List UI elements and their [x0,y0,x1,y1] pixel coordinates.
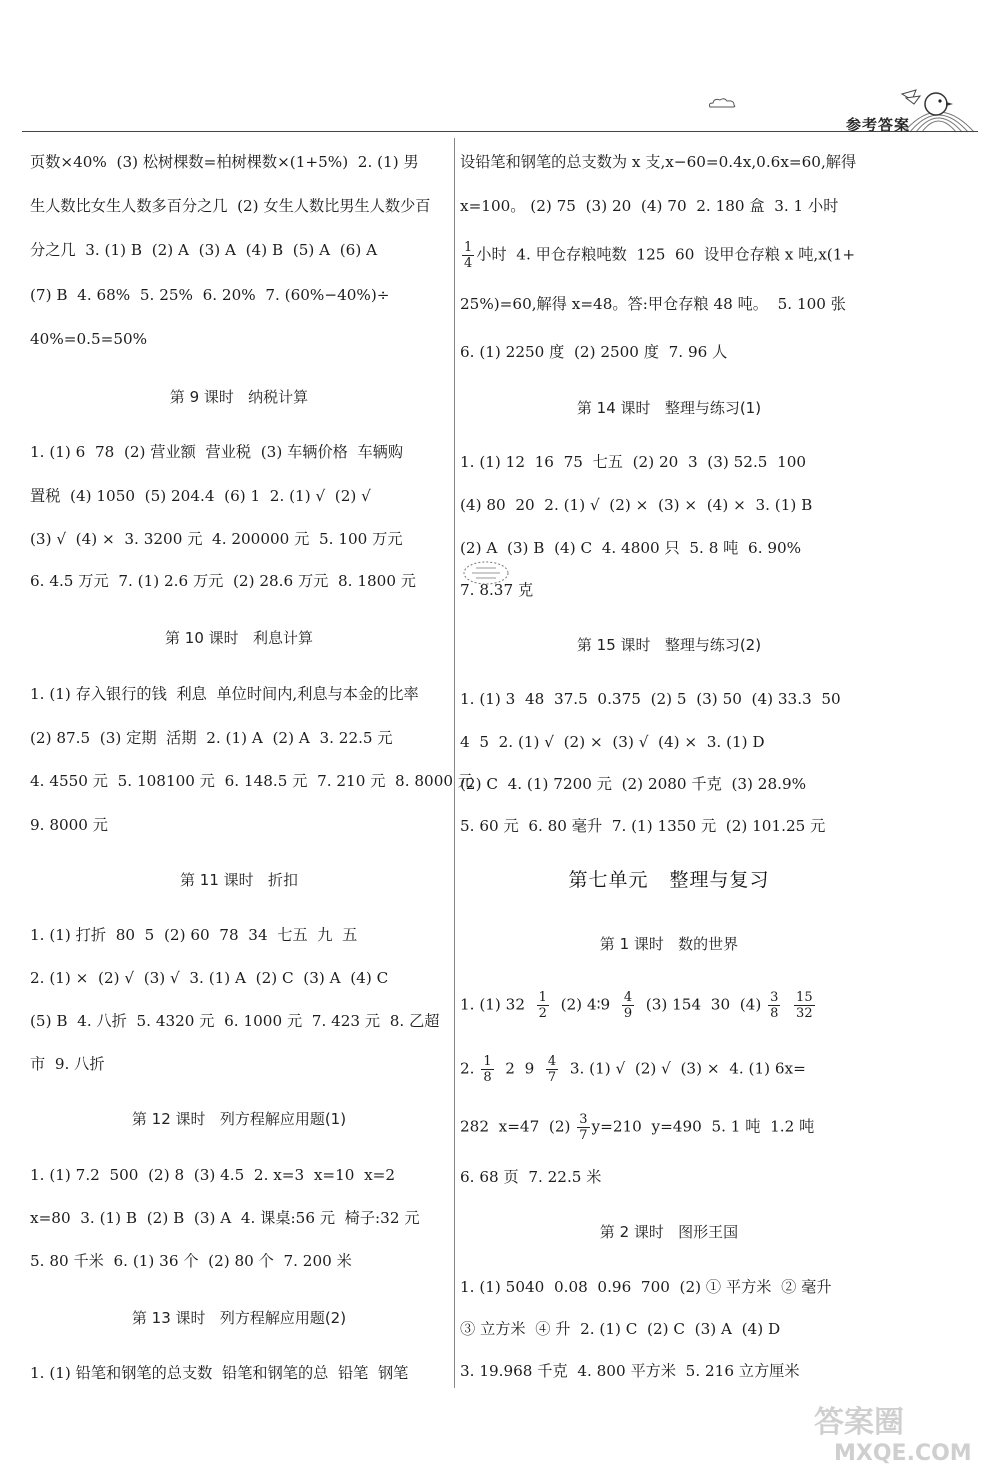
answer-line: 2. $\frac{1}{8}$ 2 9 $\frac{4}{7}$ 3. (1) √ (2) √ (3) × 4. (1) 6x= [460,1054,806,1085]
answer-line: 282 x=47 (2) $\frac{3}{7}$ y=210 y=490 5. 1 吨 1.2 吨 [460,1112,815,1143]
lesson-heading: 第 12 课时 列方程解应用题(1) [131,1110,347,1128]
answer-line: 3. 19.968 千克 4. 800 平方米 5. 216 立方厘米 [460,1362,800,1380]
svg-text:MXQE.COM: MXQE.COM [834,1441,972,1465]
answer-line: 5. 60 元 6. 80 毫升 7. (1) 1350 元 (2) 101.25 元 [460,817,826,835]
page-header [22,0,978,136]
answer-line: 1. (1) 5040 0.08 0.96 700 (2) ① 平方米 ② 毫升 [460,1278,832,1296]
answer-line: 1. (1) 7.2 500 (2) 8 (3) 4.5 2. x=3 x=10 x=2 [30,1166,396,1184]
fraction: $\frac{15}{32}$ [796,990,813,1021]
answer-line: ③ 立方米 ④ 升 2. (1) C (2) C (3) A (4) D [460,1320,781,1338]
answer-line: x=100。 (2) 75 (3) 20 (4) 70 2. 180 盒 3. 1 小时 [460,197,839,215]
answer-line: 生人数比女生人数多百分之几 (2) 女生人数比男生人数少百 [30,197,431,215]
unit-heading: 第七单元 整理与复习 [568,869,770,891]
stamp-icon [462,560,510,586]
header-title: 参考答案 [845,116,910,134]
answer-line: 6. 4.5 万元 7. (1) 2.6 万元 (2) 28.6 万元 8. 1800 元 [30,572,416,590]
answer-line: 7. 8.37 克 [460,581,534,599]
lesson-heading: 第 1 课时 数的世界 [599,935,739,953]
answer-line: 置税 (4) 1050 (5) 204.4 (6) 1 2. (1) √ (2) √ [30,487,371,505]
fraction: $\frac{1}{4}$ [464,240,473,271]
lesson-heading: 第 11 课时 折扣 [180,871,298,889]
answer-line: (5) B 4. 八折 5. 4320 元 6. 1000 元 7. 423 元 8. 乙超 [30,1012,440,1030]
lesson-heading: 第 14 课时 整理与练习(1) [576,399,762,417]
fraction: $\frac{1}{8}$ [483,1054,492,1085]
fraction: $\frac{4}{7}$ [547,1054,557,1085]
answer-line: 分之几 3. (1) B (2) A (3) A (4) B (5) A (6) A [30,241,378,259]
lesson-heading: 第 2 课时 图形王国 [599,1223,739,1241]
answer-line: (2) 87.5 (3) 定期 活期 2. (1) A (2) A 3. 22.5 元 [30,729,393,747]
column-divider [454,138,455,1388]
answer-line: (2) A (3) B (4) C 4. 4800 只 5. 8 吨 6. 90% [460,539,802,557]
answer-line: $\frac{1}{4}$ 小时 4. 甲仓存粮吨数 125 60 设甲仓存粮 x 吨,x(1+ [464,240,856,271]
fraction: $\frac{1}{2}$ [538,990,547,1021]
fraction: $\frac{4}{9}$ [623,990,633,1021]
answer-line: 1. (1) 存入银行的钱 利息 单位时间内,利息与本金的比率 [30,685,419,703]
answer-line: 1. (1) 32 $\frac{1}{2}$ (2) 4∶9 $\frac{4}{9}$ (3) 154 30 (4) $\frac{3}{8}$ $\frac{15}{32}$ [460,990,813,1021]
answer-line: (4) 80 20 2. (1) √ (2) × (3) × (4) × 3. (1) B [460,496,813,514]
answer-line: x=80 3. (1) B (2) B (3) A 4. 课桌:56 元 椅子:32 元 [30,1209,420,1227]
answer-line: 40%=0.5=50% [30,330,148,348]
answer-line: 6. (1) 2250 度 (2) 2500 度 7. 96 人 [460,343,728,361]
answer-line: 4 5 2. (1) √ (2) × (3) √ (4) × 3. (1) D [460,733,765,751]
answer-line: 25%)=60,解得 x=48。答:甲仓存粮 48 吨。 5. 100 张 [460,295,846,313]
answer-line: 4. 4550 元 5. 108100 元 6. 148.5 元 7. 210 元 8. 8000 元 [30,772,474,790]
answer-line: 1. (1) 3 48 37.5 0.375 (2) 5 (3) 50 (4) 33.3 50 [460,690,841,708]
fraction: $\frac{3}{7}$ [579,1112,588,1143]
lesson-heading: 第 9 课时 纳税计算 [169,388,309,406]
lesson-heading: 第 10 课时 利息计算 [165,629,313,647]
answer-line: 1. (1) 打折 80 5 (2) 60 78 34 七五 九 五 [30,926,358,944]
answer-line: 1. (1) 铅笔和钢笔的总支数 铅笔和钢笔的总 铅笔 钢笔 [30,1364,409,1382]
fraction: $\frac{3}{8}$ [770,990,779,1021]
answer-line: 9. 8000 元 [30,816,108,834]
answer-line: 1. (1) 12 16 75 七五 (2) 20 3 (3) 52.5 100 [460,453,807,471]
answer-line: 2. (1) × (2) √ (3) √ 3. (1) A (2) C (3) A (4) C [30,969,389,987]
answer-line: 5. 80 千米 6. (1) 36 个 (2) 80 个 7. 200 米 [30,1252,352,1270]
answer-line: 6. 68 页 7. 22.5 米 [460,1168,602,1186]
watermark-logo [804,1400,994,1465]
answer-line: 市 9. 八折 [30,1055,105,1073]
answer-line: 设铅笔和钢笔的总支数为 x 支,x−60=0.4x,0.6x=60,解得 [460,153,857,171]
cloud-icon [707,97,737,109]
answer-line: (7) B 4. 68% 5. 25% 6. 20% 7. (60%−40%)÷ [30,286,390,304]
lesson-heading: 第 15 课时 整理与练习(2) [576,636,762,654]
header-rule [22,131,978,132]
svg-text:答案圈: 答案圈 [814,1405,904,1440]
answer-line: (3) √ (4) × 3. 3200 元 4. 200000 元 5. 100 万元 [30,530,403,548]
lesson-heading: 第 13 课时 列方程解应用题(2) [131,1309,347,1327]
answer-line: (2) C 4. (1) 7200 元 (2) 2080 千克 (3) 28.9% [460,775,807,793]
answer-line: 1. (1) 6 78 (2) 营业额 营业税 (3) 车辆价格 车辆购 [30,443,404,461]
answer-line: 页数×40% (3) 松树棵数=柏树棵数×(1+5%) 2. (1) 男 [30,153,419,171]
bird-rainbow-icon [898,86,978,134]
